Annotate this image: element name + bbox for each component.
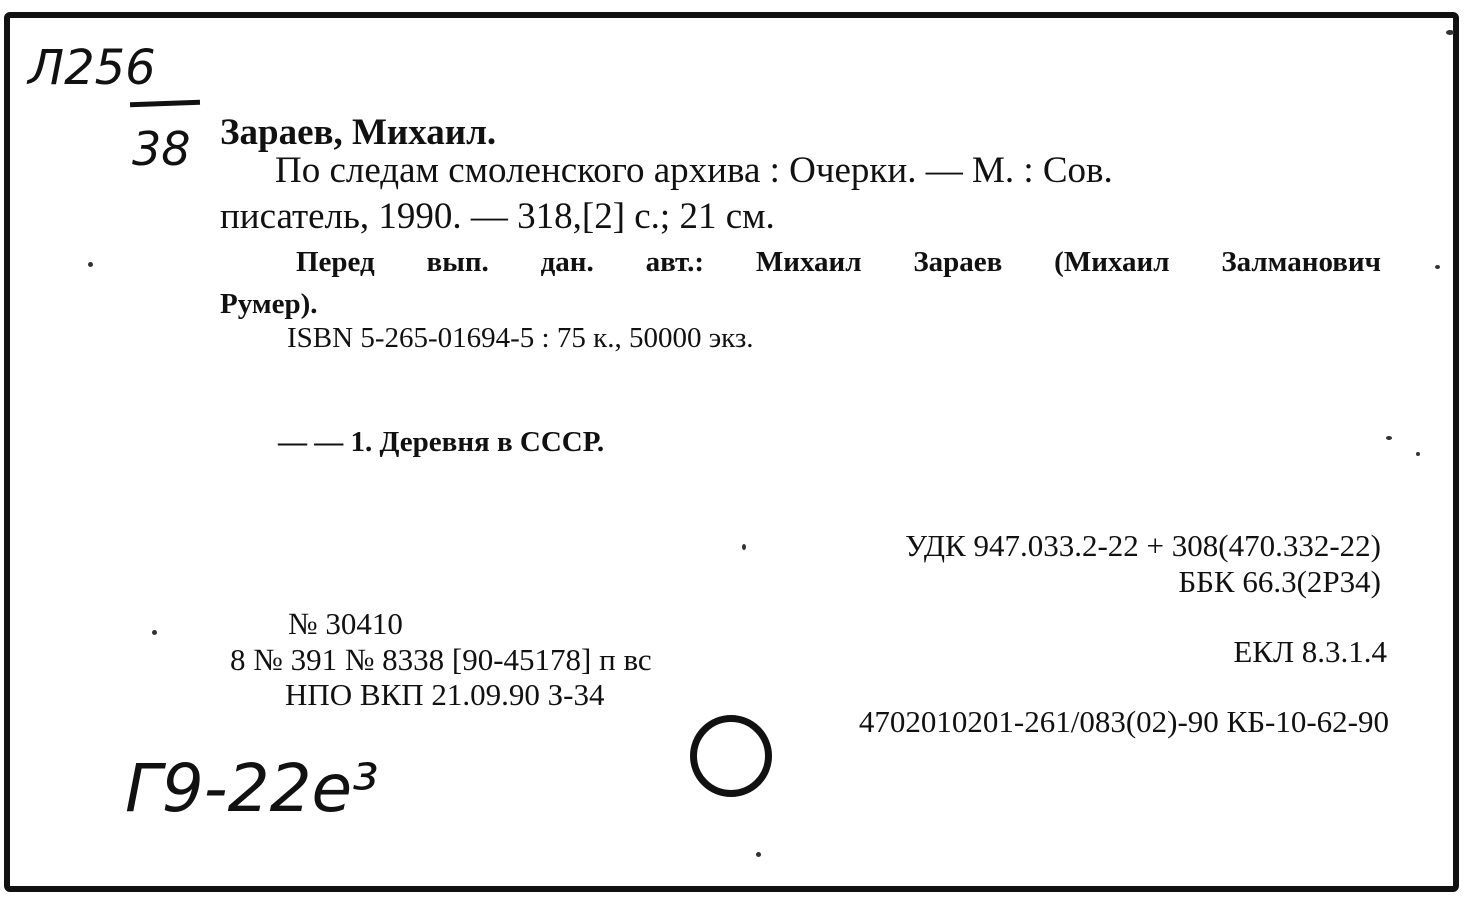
udk-classification: УДК 947.033.2-22 + 308(470.332-22) [905, 528, 1381, 563]
npo-line: НПО ВКП 21.09.90 З-34 [285, 677, 605, 712]
card-number: № 30410 [288, 606, 403, 641]
dust-speck [742, 544, 746, 550]
note-word: авт.: [645, 246, 705, 278]
bbk-classification: ББК 66.3(2Р34) [1178, 564, 1381, 599]
imprint-statement: писатель, 1990. — 318,[2] с.; 21 см. [220, 196, 775, 237]
subject-heading: — — 1. Деревня в СССР. [278, 426, 605, 458]
note-word: Перед [296, 246, 375, 278]
note-word: дан. [540, 246, 594, 278]
note-word: Зараев [913, 246, 1003, 278]
author-note-line1 [296, 248, 1381, 277]
dust-speck [1435, 265, 1440, 269]
ekl-code: ЕКЛ 8.3.1.4 [1233, 634, 1387, 669]
shelfmark-bottom: 38 [132, 122, 191, 176]
inventory-handwritten: Г9-22е³ [125, 750, 379, 827]
dust-speck [88, 262, 93, 267]
note-word: (Михаил [1054, 246, 1170, 278]
dust-speck [1416, 452, 1420, 456]
author-note-line2: Румер). [220, 288, 318, 320]
isbn-line: ISBN 5-265-01694-5 : 75 к., 50000 экз. [287, 322, 754, 354]
order-line: 8 № 391 № 8338 [90-45178] п вс [230, 642, 652, 677]
note-word: Залманович [1221, 246, 1381, 278]
dust-speck [152, 630, 157, 635]
punch-hole [690, 715, 772, 797]
publication-code: 4702010201-261/083(02)-90 КБ-10-62-90 [858, 704, 1389, 739]
dust-speck [756, 852, 761, 857]
dust-speck [1386, 436, 1392, 440]
dust-speck [1446, 30, 1454, 35]
note-word: Михаил [755, 246, 862, 278]
title-statement: По следам смоленского архива : Очерки. — М. : Сов. [275, 150, 1113, 191]
note-word: вып. [426, 246, 489, 278]
shelfmark-top: Л256 [28, 40, 156, 96]
author-heading: Зараев, Михаил. [220, 112, 497, 153]
